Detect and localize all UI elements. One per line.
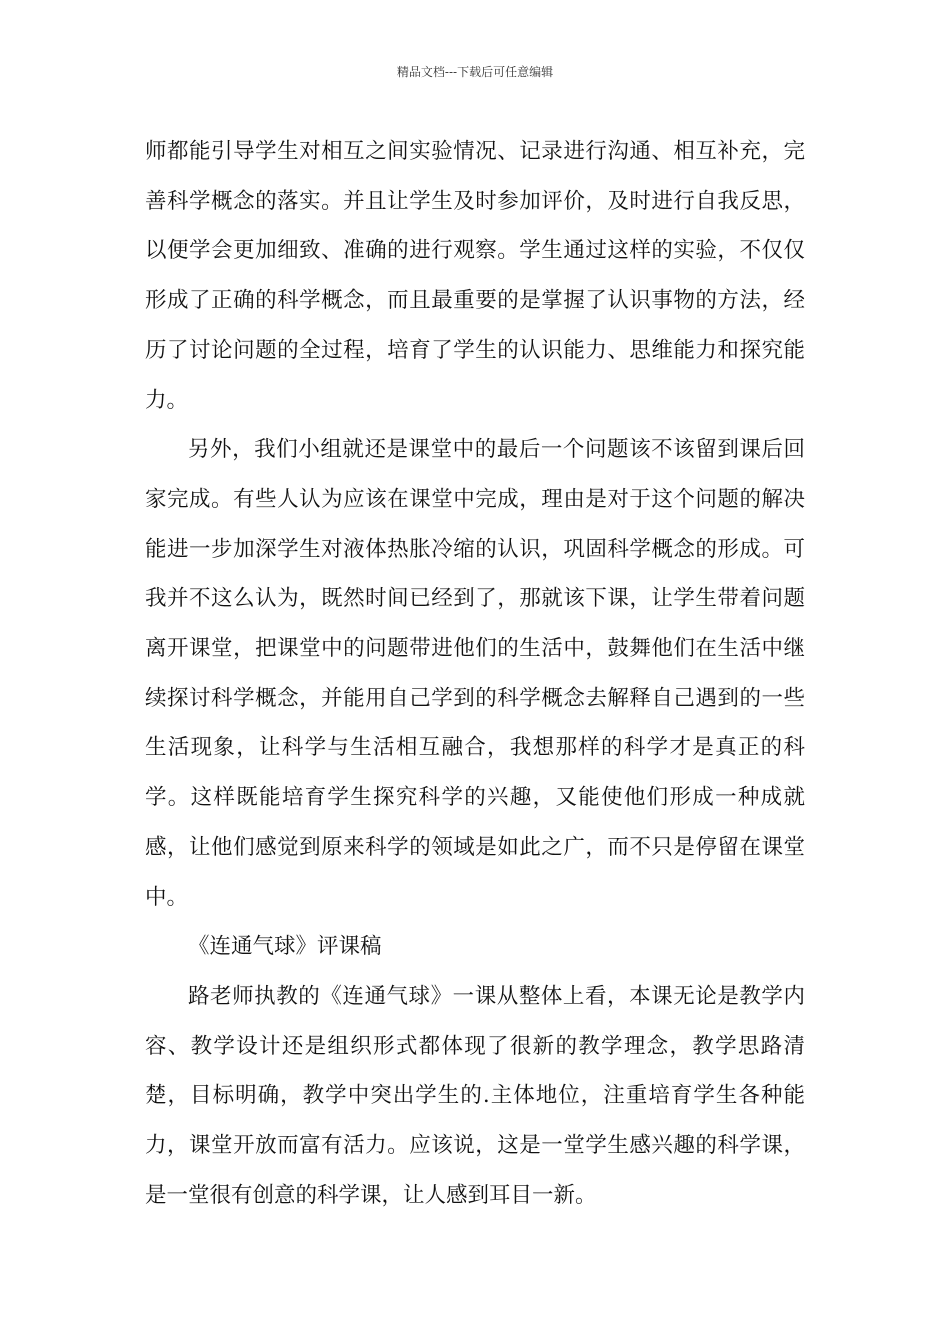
section-heading: 《连通气球》评课稿 xyxy=(188,934,382,960)
paragraph-second: 另外，我们小组就还是课堂中的最后一个问题该不该留到课后回家完成。有些人认为应该在课堂中完成，理由是对于这个问题的解决能进一步加深学生对液体热胀冷缩的认识，巩固科学概念的形成。可我并不这么认为，既然时间已经到了，那就该下课，让学生带着问题离开课堂，把课堂中的问题带进他们的生活中，鼓舞他们在生活中继续探讨科学概念，并能用自己学到的科学概念去解释自己遇到的一些生活现象，让科学与生活相互融合，我想那样的科学才是真正的科学。这样既能培育学生探究科学的兴趣，又能使他们形成一种成就感，让他们感觉到原来科学的领域是如此之广，而不只是停留在课堂中。 xyxy=(145,437,805,910)
paragraph-continuation: 师都能引导学生对相互之间实验情况、记录进行沟通、相互补充，完善科学概念的落实。并且让学生及时参加评价，及时进行自我反思，以便学会更加细致、准确的进行观察。学生通过这样的实验，不仅仅形成了正确的科学概念，而且最重要的是掌握了认识事物的方法，经历了讨论问题的全过程，培育了学生的认识能力、思维能力和探究能力。 xyxy=(145,139,805,413)
document-body xyxy=(145,127,805,1220)
page-header: 精品文档---下载后可任意编辑 xyxy=(396,65,554,79)
paragraph-third: 路老师执教的《连通气球》一课从整体上看，本课无论是教学内容、教学设计还是组织形式都体现了很新的教学理念，教学思路清楚，目标明确，教学中突出学生的.主体地位，注重培育学生各种能力，课堂开放而富有活力。应该说，这是一堂学生感兴趣的科学课，是一堂很有创意的科学课，让人感到耳目一新。 xyxy=(145,983,805,1208)
